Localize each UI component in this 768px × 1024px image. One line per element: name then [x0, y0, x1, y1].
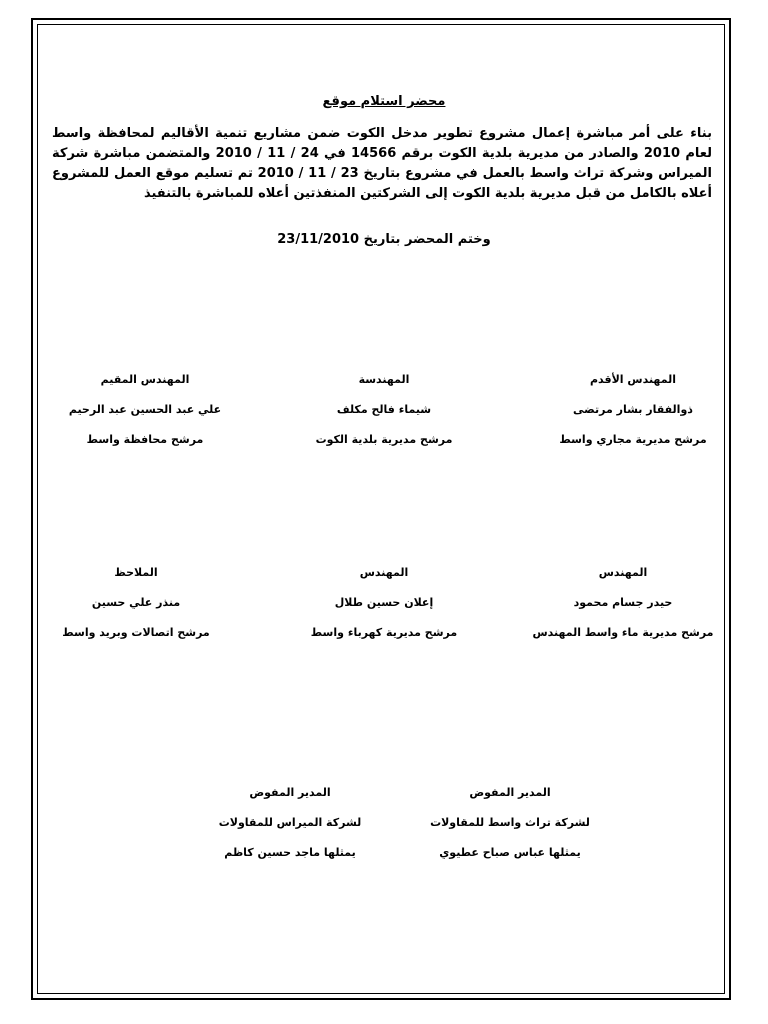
signatory-nominee: مرشح مديرية بلدية الكوت: [315, 433, 453, 446]
signatory-role: المهندس: [359, 566, 409, 579]
signatory-role: المهندس الأقدم: [590, 373, 676, 386]
signatory-company: لشركة الميراس للمقاولات: [218, 816, 362, 829]
signatory-role: الملاحظ: [114, 566, 158, 579]
signatory-engineer-electricity: [274, 566, 494, 642]
signatory-name: ذوالفقار بشار مرتضى: [573, 403, 693, 416]
signatory-resident-engineer: [35, 373, 255, 449]
signatory-name: حيدر جسام محمود: [573, 596, 673, 609]
signatory-director-turath-wasit: [400, 786, 620, 862]
signatory-role: المهندس: [598, 566, 648, 579]
signatory-nominee: مرشح مديرية ماء واسط المهندس: [532, 626, 714, 639]
signatory-name: إعلان حسين طلال: [334, 596, 434, 609]
signatory-company: لشركة تراث واسط للمقاولات: [430, 816, 590, 829]
signatory-nominee: مرشح محافظة واسط: [86, 433, 204, 446]
signatory-nominee: مرشح مديرية كهرباء واسط: [310, 626, 458, 639]
document-closing: وختم المحضر بتاريخ 23/11/2010: [277, 232, 491, 247]
signatory-engineer-female: [274, 373, 494, 449]
signatory-nominee: مرشح مديرية مجاري واسط: [559, 433, 707, 446]
signatory-name: منذر علي حسين: [91, 596, 181, 609]
signatory-senior-engineer: [523, 373, 743, 449]
document-title: محضر استلام موقع: [322, 94, 446, 109]
signatory-representative: يمثلها عباس صباح عطيوي: [439, 846, 581, 859]
signatory-role: المهندس المقيم: [100, 373, 190, 386]
signatory-role: المدير المفوض: [469, 786, 551, 799]
signatory-observer: [26, 566, 246, 642]
signatory-representative: يمثلها ماجد حسين كاظم: [224, 846, 356, 859]
signatory-name: علي عبد الحسين عبد الرحيم: [68, 403, 222, 416]
signatory-engineer-water: [513, 566, 733, 642]
signatory-name: شيماء فالح مكلف: [336, 403, 432, 416]
signatory-director-almiras: [180, 786, 400, 862]
signatory-role: المهندسة: [358, 373, 410, 386]
document-body: بناء على أمر مباشرة إعمال مشروع تطوير مدخل الكوت ضمن مشاريع تنمية الأقاليم لمحافظة واسط لعام 2010 والصادر من مديرية بلدية الكوت برقم 14566 في 24 / 11 / 2010 والمتضمن مباشرة شركة الميراس وشركة تراث واسط بالعمل في مشروع بتاريخ 23 / 11 / 2010 تم تسليم موقع العمل للمشروع أعلاه بالكامل من قبل مديرية بلدية الكوت إلى الشركتين المنفذتين أعلاه للمباشرة بالتنفيذ: [52, 126, 713, 201]
signatory-nominee: مرشح اتصالات وبريد واسط: [62, 626, 210, 639]
signatory-role: المدير المفوض: [249, 786, 331, 799]
